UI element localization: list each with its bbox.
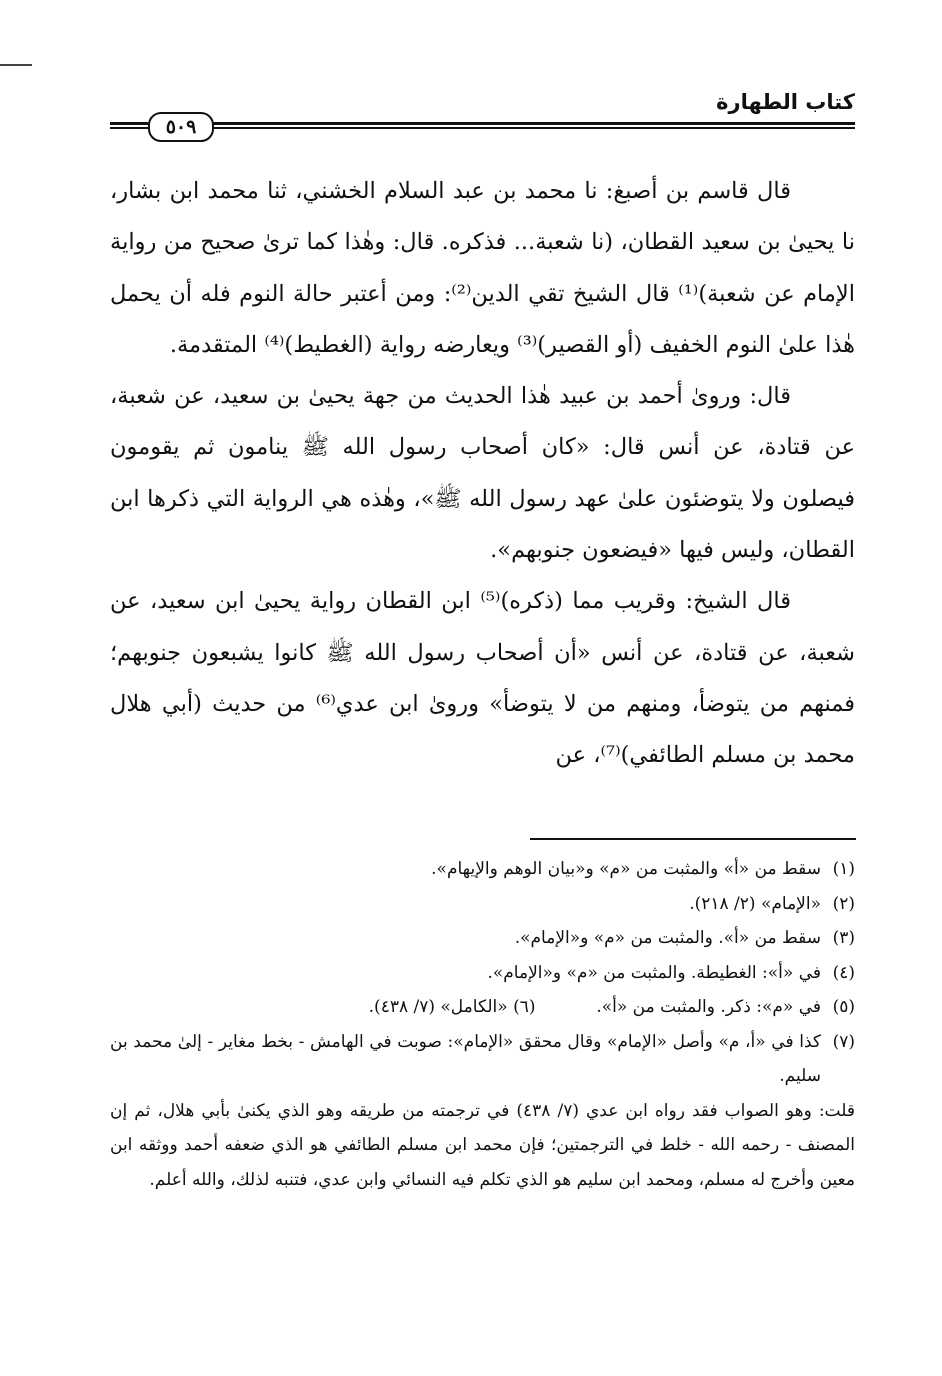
page-header: [110, 86, 855, 138]
footnote-number: (٧): [832, 1031, 855, 1052]
footnote-text: «الإمام» (٢/ ٢١٨).: [689, 893, 821, 914]
footnote-number: (٢): [832, 893, 855, 914]
header-rule: [210, 122, 855, 125]
footnote-number: (٦): [513, 997, 536, 1017]
main-text: [110, 166, 855, 782]
footnote-number: (٤): [832, 962, 855, 983]
footnote-pair: [110, 990, 855, 1025]
footnote-text: سقط من «أ» والمثبت من «م» و«بيان الوهم والإيهام».: [431, 859, 821, 879]
footnote-text: «الكامل» (٧/ ٤٣٨).: [368, 997, 508, 1017]
footnote-number: (٥): [832, 997, 855, 1017]
scan-corner-mark: [0, 64, 32, 66]
header-rule-thin: [210, 127, 855, 129]
footnote-text: سقط من «أ». والمثبت من «م» و«الإمام».: [514, 928, 821, 948]
header-rule-left: [110, 122, 148, 125]
paragraph: قال: وروىٰ أحمد بن عبيد هٰذا الحديث من جهة يحيىٰ بن سعيد، عن شعبة، عن قتادة، عن أنس قال: «كان أصحاب رسول الله ﷺ ينامون ثم يقومون فيصلون ولا يتوضئون علىٰ عهد رسول الله ﷺ»، وهٰذه هي الرواية التي ذكرها ابن القطان، وليس فيها «فيضعون جنوبهم».: [110, 383, 855, 564]
page-number: ٥٠٩: [148, 112, 214, 142]
paragraph: قال قاسم بن أصبغ: نا محمد بن عبد السلام الخشني، ثنا محمد ابن بشار، نا يحيىٰ بن سعيد القطان، (نا شعبة... فذكره. قال: وهٰذا كما ترىٰ صحيح من رواية الإمام عن شعبة)⁽¹⁾ قال الشيخ تقي الدين⁽²⁾: ومن أعتبر حالة النوم فله أن يحمل هٰذا علىٰ النوم الخفيف (أو القصير)⁽³⁾ ويعارضه رواية (الغطيط)⁽⁴⁾ المتقدمة.: [110, 178, 855, 358]
footnote: [110, 887, 855, 922]
footnote: [110, 956, 855, 991]
footnote: [110, 852, 855, 887]
footnote-number: (١): [832, 859, 855, 879]
footnote: [110, 921, 855, 956]
footnote-text: في «م»: ذكر. والمثبت من «أ».: [596, 997, 821, 1017]
footnotes: [110, 852, 855, 1197]
footnote-comment-text: قلت: وهو الصواب فقد رواه ابن عدي (٧/ ٤٣٨) في ترجمته من طريقه وهو الذي يكنىٰ بأبي هلال، ثم إن المصنف - رحمه الله - خلط في الترجمتين؛ فإن محمد ابن مسلم الطائفي هو الذي ضعفه أحمد ووثقه ابن معين وأخرج له مسلم، ومحمد ابن سليم هو الذي تكلم فيه النسائي وابن عدي، فتنبه لذلك، والله أعلم.: [110, 1100, 856, 1190]
footnote-comment: [110, 1094, 855, 1198]
footnote-text: كذا في «أ، م» وأصل «الإمام» وقال محقق «الإمام»: صوبت في الهامش - بخط مغاير - إلىٰ محمد بن سليم.: [110, 1031, 821, 1086]
footnote: [110, 1025, 855, 1094]
footnote-text: في «أ»: الغطيطة. والمثبت من «م» و«الإمام».: [487, 962, 821, 983]
paragraph: قال الشيخ: وقريب مما (ذكره)⁽⁵⁾ ابن القطان رواية يحيىٰ ابن سعيد، عن شعبة، عن قتادة، عن أنس «أن أصحاب رسول الله ﷺ كانوا يشبعون جنوبهم؛ فمنهم من يتوضأ، ومنهم من لا يتوضأ» وروىٰ ابن عدي⁽⁶⁾ من حديث (أبي هلال محمد بن مسلم الطائفي)⁽⁷⁾، عن: [110, 588, 855, 769]
footnote-separator: [530, 838, 856, 840]
running-title: كتاب الطهارة: [716, 90, 855, 114]
header-rule-left-thin: [110, 127, 148, 129]
footnote-number: (٣): [832, 928, 855, 948]
